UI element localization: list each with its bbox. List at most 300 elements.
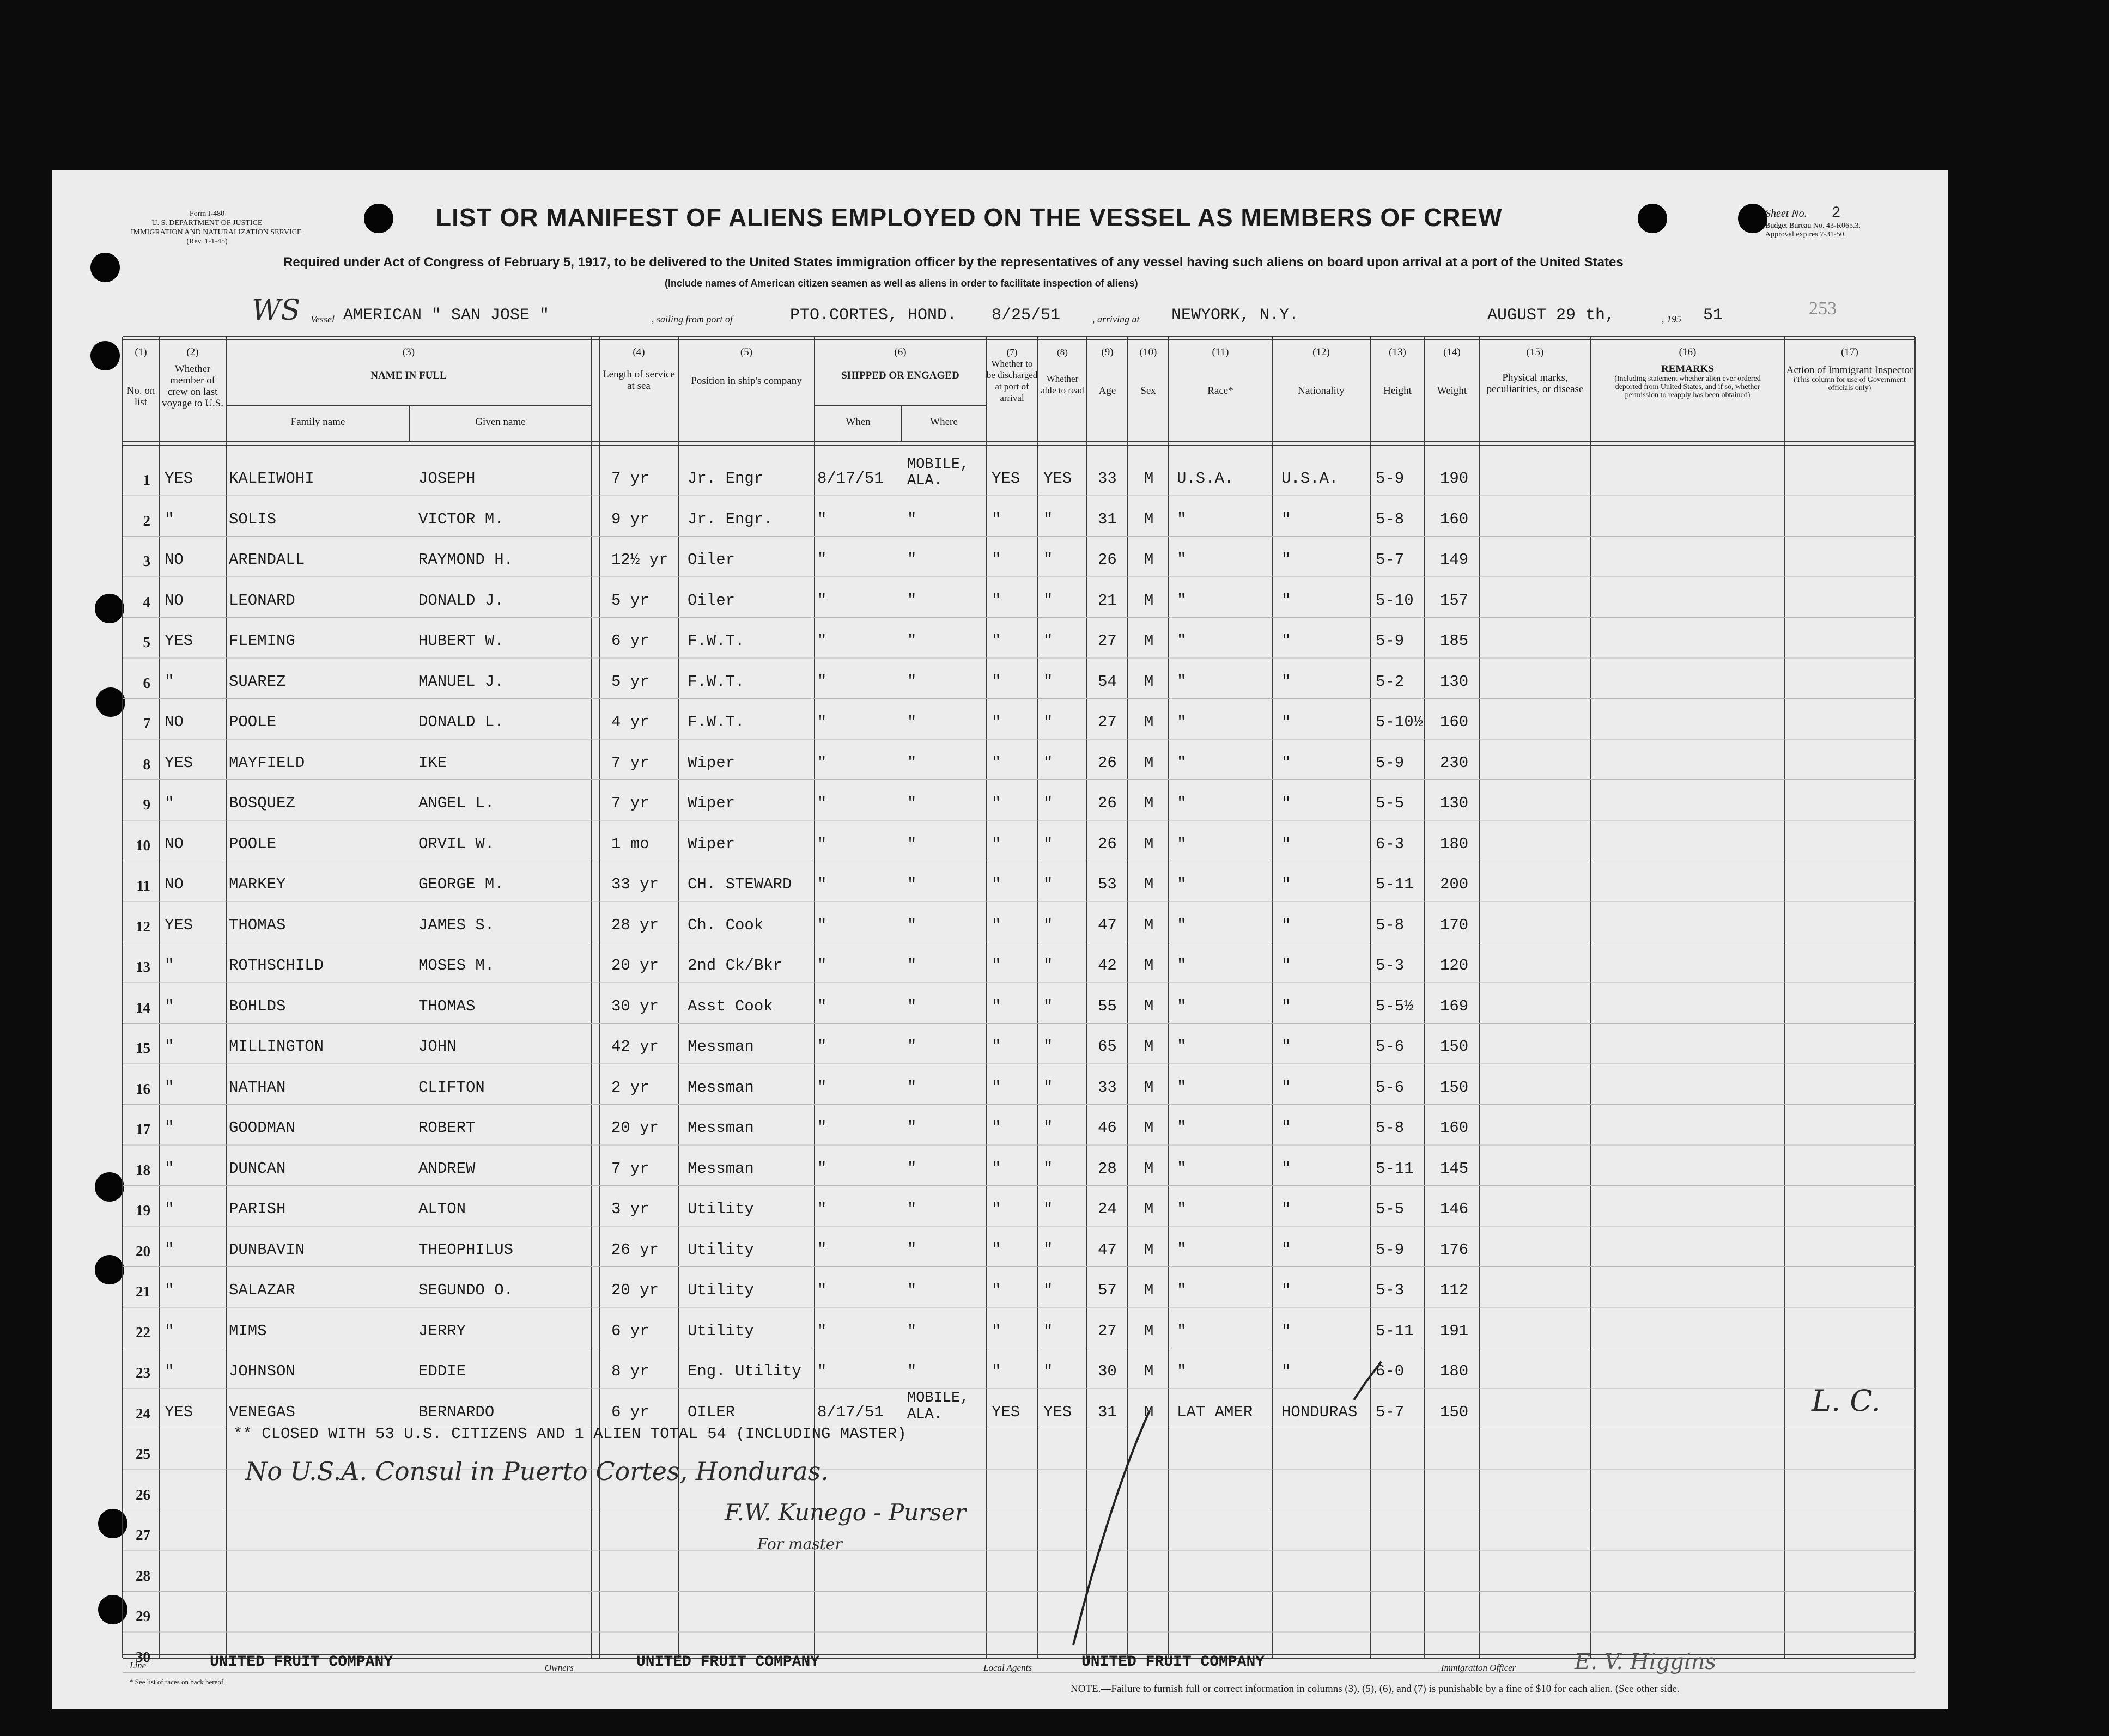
position-cell: Wiper (688, 753, 736, 772)
weight-cell: 180 (1440, 1362, 1469, 1380)
read-cell: " (1043, 957, 1053, 974)
family-name-cell: ROTHSCHILD (229, 957, 324, 974)
when-cell: " (817, 957, 827, 974)
col-num: (4) (633, 346, 645, 358)
family-name-cell: BOSQUEZ (229, 794, 295, 812)
position-cell: Asst Cook (688, 997, 773, 1015)
age-cell: 47 (1098, 916, 1117, 934)
weight-cell: 190 (1440, 470, 1469, 488)
family-name-cell: MILLINGTON (229, 1038, 324, 1056)
sex-cell: M (1144, 835, 1154, 853)
arriving-label: , arriving at (1092, 314, 1140, 325)
read-cell: " (1043, 753, 1053, 772)
race-cell: " (1177, 591, 1187, 610)
position-cell: F.W.T. (688, 713, 745, 731)
sex-cell: M (1144, 1240, 1154, 1259)
where-cell: MOBILE, ALA. (907, 1390, 969, 1423)
height-cell: 5-2 (1376, 672, 1405, 691)
given-name-cell: ROBERT (418, 1119, 476, 1137)
read-cell: " (1043, 997, 1053, 1015)
manifest-title: LIST OR MANIFEST OF ALIENS EMPLOYED ON THE VESSEL AS MEMBERS OF CREW (436, 203, 1503, 232)
height-cell: 5-11 (1376, 1321, 1414, 1340)
sex-cell: M (1144, 794, 1154, 812)
position-cell: Utility (688, 1200, 754, 1218)
position-cell: Eng. Utility (688, 1362, 801, 1380)
nationality-cell: " (1281, 753, 1291, 772)
row-number: 6 (143, 674, 150, 691)
service-cell: 20 yr (611, 1119, 659, 1137)
where-cell: " (907, 1159, 917, 1178)
given-name-cell: CLIFTON (418, 1078, 485, 1097)
nationality-cell: " (1281, 1240, 1291, 1259)
weight-cell: 191 (1440, 1321, 1469, 1340)
position-cell: Jr. Engr. (688, 510, 773, 528)
service-cell: 30 yr (611, 997, 659, 1015)
where-cell: " (907, 997, 917, 1015)
row-number: 3 (143, 553, 150, 569)
read-cell: " (1043, 1362, 1053, 1380)
height-cell: 5-10 (1376, 591, 1414, 610)
race-cell: " (1177, 551, 1187, 569)
when-cell: " (817, 591, 827, 610)
weight-cell: 160 (1440, 713, 1469, 731)
purser-signature: F.W. Kunego - Purser (725, 1499, 966, 1526)
service-cell: 9 yr (611, 510, 649, 528)
given-name-cell: RAYMOND H. (418, 551, 514, 569)
sex-cell: M (1144, 510, 1154, 528)
nationality-cell: " (1281, 1038, 1291, 1056)
weight-cell: 200 (1440, 875, 1469, 893)
when-cell: " (817, 875, 827, 893)
col-num: (1) (135, 346, 147, 358)
service-cell: 12½ yr (611, 551, 668, 569)
when-cell: " (817, 1038, 827, 1056)
form-revision: (Rev. 1-1-45) (186, 237, 228, 246)
service-cell: 5 yr (611, 591, 649, 610)
row-number: 5 (143, 634, 150, 650)
col-num: (3) (402, 346, 415, 358)
service-cell: 7 yr (611, 753, 649, 772)
given-name-cell: GEORGE M. (418, 875, 504, 893)
read-cell: " (1043, 713, 1053, 731)
read-cell: " (1043, 1159, 1053, 1178)
col-label: Weight (1437, 385, 1467, 397)
race-cell: " (1177, 1362, 1187, 1380)
sex-cell: M (1144, 1362, 1154, 1380)
given-name-cell: ORVIL W. (418, 835, 495, 853)
height-cell: 5-5 (1376, 1200, 1405, 1218)
read-cell: " (1043, 591, 1053, 610)
given-name-cell: DONALD L. (418, 713, 504, 731)
age-cell: 27 (1098, 632, 1117, 650)
col-label: SHIPPED OR ENGAGED (841, 370, 959, 381)
read-cell: " (1043, 1119, 1053, 1137)
service-cell: 3 yr (611, 1200, 649, 1218)
sex-cell: M (1144, 1159, 1154, 1178)
service-cell: 6 yr (611, 632, 649, 650)
height-cell: 5-8 (1376, 916, 1405, 934)
age-cell: 27 (1098, 1321, 1117, 1340)
family-name-cell: SUAREZ (229, 672, 286, 691)
discharged-cell: " (992, 1119, 1001, 1137)
col-label: Whether to be discharged at port of arrival (986, 358, 1038, 403)
height-cell: 5-9 (1376, 470, 1405, 488)
family-name-cell: KALEIWOHI (229, 470, 314, 488)
row-number: 23 (136, 1365, 150, 1381)
last-voyage-cell: " (165, 1038, 174, 1056)
col-header-given-name: Given name (475, 416, 526, 428)
family-name-cell: LEONARD (229, 591, 295, 610)
where-cell: " (907, 1038, 917, 1056)
row-number: 20 (136, 1242, 150, 1259)
last-voyage-cell: " (165, 794, 174, 812)
when-cell: " (817, 997, 827, 1015)
position-cell: 2nd Ck/Bkr (688, 957, 783, 974)
discharged-cell: " (992, 835, 1001, 853)
age-cell: 31 (1098, 510, 1117, 528)
age-cell: 65 (1098, 1038, 1117, 1056)
row-number: 25 (136, 1446, 150, 1462)
stamp-number: 253 (1809, 299, 1837, 319)
weight-cell: 176 (1440, 1240, 1469, 1259)
weight-cell: 160 (1440, 510, 1469, 528)
row-number: 8 (143, 756, 150, 772)
family-name-cell: VENEGAS (229, 1403, 295, 1421)
race-cell: " (1177, 632, 1187, 650)
read-cell: " (1043, 1240, 1053, 1259)
officer-signature: E. V. Higgins (1575, 1649, 1716, 1674)
row-number: 1 (143, 472, 150, 488)
race-cell: " (1177, 835, 1187, 853)
family-name-cell: SALAZAR (229, 1281, 295, 1299)
race-cell: " (1177, 875, 1187, 893)
col-num: (2) (186, 346, 199, 358)
family-name-cell: ARENDALL (229, 551, 305, 569)
discharged-cell: " (992, 1038, 1001, 1056)
age-cell: 27 (1098, 713, 1117, 731)
height-cell: 5-5 (1376, 794, 1405, 812)
service-cell: 4 yr (611, 713, 649, 731)
height-cell: 5-8 (1376, 510, 1405, 528)
given-name-cell: VICTOR M. (418, 510, 504, 528)
row-number: 16 (136, 1080, 150, 1097)
col-label: REMARKS (1661, 363, 1715, 375)
family-name-cell: NATHAN (229, 1078, 286, 1097)
col-num: (13) (1389, 346, 1406, 358)
read-cell: " (1043, 510, 1053, 528)
when-cell: " (817, 551, 827, 569)
given-name-cell: EDDIE (418, 1362, 466, 1380)
given-name-cell: SEGUNDO O. (418, 1281, 514, 1299)
sheet-number: 2 (1831, 205, 1841, 222)
nationality-cell: " (1281, 551, 1291, 569)
where-cell: " (907, 916, 917, 934)
service-cell: 28 yr (611, 916, 659, 934)
age-cell: 26 (1098, 835, 1117, 853)
where-cell: " (907, 835, 917, 853)
last-voyage-cell: " (165, 1362, 174, 1380)
sheet-label: Sheet No. (1765, 208, 1807, 220)
height-cell: 5-11 (1376, 875, 1414, 893)
last-voyage-cell: YES (165, 1403, 193, 1421)
year-suffix: 51 (1703, 306, 1723, 325)
service-cell: 20 yr (611, 957, 659, 974)
sex-cell: M (1144, 591, 1154, 610)
nationality-cell: " (1281, 794, 1291, 812)
col-label: Position in ship's company (691, 375, 802, 387)
row-number: 10 (136, 837, 150, 854)
given-name-cell: ANDREW (418, 1159, 476, 1178)
position-cell: Wiper (688, 794, 736, 812)
last-voyage-cell: NO (165, 713, 184, 731)
discharged-cell: " (992, 632, 1001, 650)
read-cell: " (1043, 875, 1053, 893)
col-label: NAME IN FULL (370, 370, 447, 381)
signature-role: For master (757, 1535, 842, 1553)
race-cell: " (1177, 1078, 1187, 1097)
last-voyage-cell: YES (165, 753, 193, 772)
where-cell: " (907, 957, 917, 974)
footer-agents-value: UNITED FRUIT COMPANY (1081, 1654, 1265, 1671)
age-cell: 31 (1098, 1403, 1117, 1421)
nationality-cell: " (1281, 1281, 1291, 1299)
discharged-cell: YES (992, 470, 1020, 488)
when-cell: 8/17/51 (817, 1403, 884, 1421)
col-label: Age (1098, 385, 1116, 397)
given-name-cell: JERRY (418, 1321, 466, 1340)
col-num: (9) (1101, 346, 1114, 358)
discharged-cell: " (992, 510, 1001, 528)
position-cell: F.W.T. (688, 632, 745, 650)
given-name-cell: MOSES M. (418, 957, 495, 974)
col-label: Whether able to read (1041, 374, 1084, 395)
when-cell: " (817, 1281, 827, 1299)
race-cell: " (1177, 1200, 1187, 1218)
where-cell: " (907, 1362, 917, 1380)
height-cell: 5-11 (1376, 1159, 1414, 1178)
race-cell: " (1177, 713, 1187, 731)
family-name-cell: GOODMAN (229, 1119, 295, 1137)
read-cell: " (1043, 916, 1053, 934)
service-cell: 5 yr (611, 672, 649, 691)
read-cell: YES (1043, 470, 1072, 488)
given-name-cell: THEOPHILUS (418, 1240, 514, 1259)
col-num: (10) (1139, 346, 1157, 358)
weight-cell: 149 (1440, 551, 1469, 569)
weight-cell: 150 (1440, 1078, 1469, 1097)
weight-cell: 185 (1440, 632, 1469, 650)
last-voyage-cell: " (165, 1240, 174, 1259)
height-cell: 5-7 (1376, 551, 1405, 569)
where-cell: " (907, 1119, 917, 1137)
when-cell: " (817, 1119, 827, 1137)
nationality-cell: " (1281, 916, 1291, 934)
sex-cell: M (1144, 551, 1154, 569)
position-cell: Messman (688, 1119, 754, 1137)
row-number: 14 (136, 999, 150, 1016)
last-voyage-cell: " (165, 1200, 174, 1218)
given-name-cell: MANUEL J. (418, 672, 504, 691)
position-cell: Utility (688, 1281, 754, 1299)
vessel-name: AMERICAN " SAN JOSE " (343, 306, 550, 325)
age-cell: 30 (1098, 1362, 1117, 1380)
last-voyage-cell: YES (165, 632, 193, 650)
handwritten-initials: WS (252, 294, 301, 327)
age-cell: 42 (1098, 957, 1117, 974)
where-cell: " (907, 672, 917, 691)
discharged-cell: " (992, 997, 1001, 1015)
when-cell: " (817, 510, 827, 528)
col-num: (7) (1006, 347, 1018, 357)
last-voyage-cell: " (165, 957, 174, 974)
position-cell: Messman (688, 1038, 754, 1056)
read-cell: " (1043, 1078, 1053, 1097)
col-label: Height (1383, 385, 1412, 397)
discharged-cell: " (992, 551, 1001, 569)
col-num: (14) (1443, 346, 1461, 358)
last-voyage-cell: " (165, 1281, 174, 1299)
position-cell: OILER (688, 1403, 736, 1421)
height-cell: 5-6 (1376, 1078, 1405, 1097)
sex-cell: M (1144, 713, 1154, 731)
col-header-family-name: Family name (290, 416, 345, 428)
service-cell: 7 yr (611, 470, 649, 488)
col-label: Whether member of crew on last voyage to U.S. (162, 363, 223, 409)
footer-line-label: Line (130, 1660, 147, 1671)
row-number: 9 (143, 796, 150, 813)
footer-officer-label: Immigration Officer (1441, 1662, 1516, 1673)
family-name-cell: SOLIS (229, 510, 277, 528)
sex-cell: M (1144, 1119, 1154, 1137)
position-cell: F.W.T. (688, 672, 745, 691)
service-cell: 1 mo (611, 835, 649, 853)
form-subnote: (Include names of American citizen seamen as well as aliens in order to facilitate inspection of aliens) (665, 278, 1138, 289)
weight-cell: 170 (1440, 916, 1469, 934)
where-cell: " (907, 632, 917, 650)
sex-cell: M (1144, 672, 1154, 691)
height-cell: 5-10½ (1376, 713, 1424, 731)
footer-line-value: UNITED FRUIT COMPANY (210, 1654, 393, 1671)
where-cell: " (907, 713, 917, 731)
nationality-cell: U.S.A. (1281, 470, 1339, 488)
service-cell: 26 yr (611, 1240, 659, 1259)
discharged-cell: " (992, 1240, 1001, 1259)
port-to: NEWYORK, N.Y. (1171, 306, 1299, 325)
family-name-cell: POOLE (229, 713, 277, 731)
discharged-cell: " (992, 916, 1001, 934)
given-name-cell: IKE (418, 753, 447, 772)
col-num: (5) (740, 346, 753, 358)
col-num: (11) (1212, 346, 1229, 358)
nationality-cell: " (1281, 632, 1291, 650)
age-cell: 24 (1098, 1200, 1117, 1218)
height-cell: 5-7 (1376, 1403, 1405, 1421)
given-name-cell: BERNARDO (418, 1403, 495, 1421)
col-label: Race* (1207, 385, 1233, 397)
col-label: Physical marks, peculiarities, or disease (1486, 372, 1584, 395)
read-cell: " (1043, 1038, 1053, 1056)
last-voyage-cell: " (165, 1159, 174, 1178)
service-cell: 42 yr (611, 1038, 659, 1056)
nationality-cell: " (1281, 1362, 1291, 1380)
races-note: * See list of races on back hereof. (130, 1678, 226, 1686)
discharged-cell: " (992, 875, 1001, 893)
last-voyage-cell: " (165, 1321, 174, 1340)
row-number: 13 (136, 959, 150, 975)
age-cell: 47 (1098, 1240, 1117, 1259)
position-cell: Ch. Cook (688, 916, 764, 934)
port-from: PTO.CORTES, HOND. (790, 306, 957, 325)
col-header-when: When (846, 416, 871, 428)
where-cell: " (907, 875, 917, 893)
sex-cell: M (1144, 1038, 1154, 1056)
given-name-cell: JOSEPH (418, 470, 476, 488)
row-number: 30 (136, 1648, 150, 1665)
last-voyage-cell: " (165, 997, 174, 1015)
position-cell: Utility (688, 1321, 754, 1340)
read-cell: " (1043, 1200, 1053, 1218)
position-cell: CH. STEWARD (688, 875, 792, 893)
weight-cell: 169 (1440, 997, 1469, 1015)
where-cell: " (907, 1200, 917, 1218)
row-number: 26 (136, 1486, 150, 1503)
race-cell: " (1177, 1281, 1187, 1299)
race-cell: " (1177, 1240, 1187, 1259)
position-cell: Messman (688, 1078, 754, 1097)
race-cell: " (1177, 916, 1187, 934)
nationality-cell: " (1281, 591, 1291, 610)
sex-cell: M (1144, 1281, 1154, 1299)
weight-cell: 120 (1440, 957, 1469, 974)
family-name-cell: FLEMING (229, 632, 295, 650)
read-cell: " (1043, 794, 1053, 812)
age-cell: 26 (1098, 794, 1117, 812)
age-cell: 21 (1098, 591, 1117, 610)
position-cell: Utility (688, 1240, 754, 1259)
discharged-cell: " (992, 1281, 1001, 1299)
discharged-cell: " (992, 1362, 1001, 1380)
nationality-cell: " (1281, 997, 1291, 1015)
age-cell: 54 (1098, 672, 1117, 691)
family-name-cell: DUNBAVIN (229, 1240, 305, 1259)
where-cell: " (907, 591, 917, 610)
service-cell: 7 yr (611, 794, 649, 812)
where-cell: " (907, 551, 917, 569)
age-cell: 53 (1098, 875, 1117, 893)
last-voyage-cell: NO (165, 551, 184, 569)
service-cell: 8 yr (611, 1362, 649, 1380)
col-note: (This column for use of Government officials only) (1794, 376, 1906, 392)
race-cell: " (1177, 753, 1187, 772)
position-cell: Jr. Engr (688, 470, 764, 488)
family-name-cell: MIMS (229, 1321, 267, 1340)
family-name-cell: POOLE (229, 835, 277, 853)
family-name-cell: DUNCAN (229, 1159, 286, 1178)
approval-expiry: Approval expires 7-31-50. (1765, 230, 1846, 239)
given-name-cell: ALTON (418, 1200, 466, 1218)
where-cell: " (907, 1078, 917, 1097)
position-cell: Oiler (688, 551, 736, 569)
age-cell: 33 (1098, 1078, 1117, 1097)
last-voyage-cell: NO (165, 591, 184, 610)
when-cell: " (817, 1240, 827, 1259)
nationality-cell: " (1281, 1159, 1291, 1178)
discharged-cell: " (992, 713, 1001, 731)
handwritten-consul-note: No U.S.A. Consul in Puerto Cortes, Honduras. (245, 1457, 829, 1486)
col-label: No. on list (126, 385, 155, 408)
row-number: 28 (136, 1567, 150, 1584)
family-name-cell: MAYFIELD (229, 753, 305, 772)
